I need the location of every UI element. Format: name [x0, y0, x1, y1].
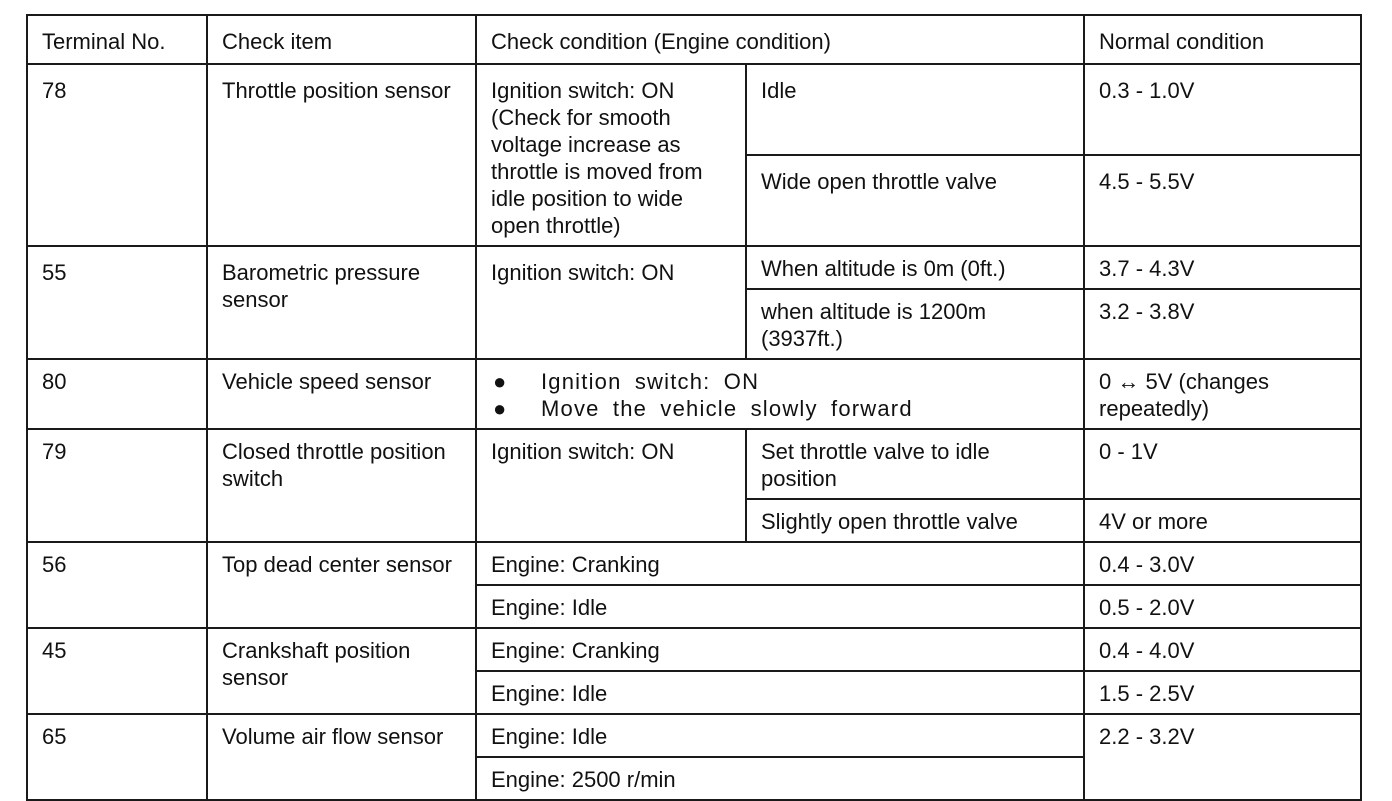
list-item — [491, 395, 1071, 422]
terminal-no: 79 — [27, 429, 207, 542]
header-row — [27, 15, 1361, 64]
normal-value: 3.7 - 4.3V — [1084, 246, 1361, 289]
sub-condition: Idle — [746, 64, 1084, 155]
check-condition: Ignition switch: ON — [476, 429, 746, 542]
sub-condition: When altitude is 0m (0ft.) — [746, 246, 1084, 289]
normal-value: 1.5 - 2.5V — [1084, 671, 1361, 714]
normal-value: 0 - 1V — [1084, 429, 1361, 499]
check-condition: Engine: Cranking — [476, 628, 1084, 671]
header-check-item: Check item — [207, 15, 476, 64]
bullet-icon: ● — [493, 396, 507, 421]
check-condition: Engine: Cranking — [476, 542, 1084, 585]
sub-condition: Set throttle valve to idle position — [746, 429, 1084, 499]
bullet-text: Ignition switch: ON — [541, 369, 760, 394]
condition-bullet-list — [491, 368, 1071, 422]
normal-value: 0.3 - 1.0V — [1084, 64, 1361, 155]
table-row — [27, 429, 1361, 499]
terminal-no: 78 — [27, 64, 207, 246]
normal-value: 0 ↔ 5V (changes repeatedly) — [1084, 359, 1361, 429]
check-item: Closed throttle position switch — [207, 429, 476, 542]
normal-value: 0.4 - 4.0V — [1084, 628, 1361, 671]
terminal-check-table — [26, 14, 1362, 801]
normal-value: 0.5 - 2.0V — [1084, 585, 1361, 628]
header-normal-condition: Normal condition — [1084, 15, 1361, 64]
check-item: Top dead center sensor — [207, 542, 476, 628]
table-row — [27, 542, 1361, 585]
normal-value: 0.4 - 3.0V — [1084, 542, 1361, 585]
check-item: Barometric pressure sensor — [207, 246, 476, 359]
terminal-no: 55 — [27, 246, 207, 359]
table-row — [27, 628, 1361, 671]
check-item: Throttle position sensor — [207, 64, 476, 246]
check-condition: Ignition switch: ON (Check for smooth voltage increase as throttle is moved from idle position to wide open throttle) — [476, 64, 746, 246]
sub-condition: when altitude is 1200m (3937ft.) — [746, 289, 1084, 359]
header-check-condition: Check condition (Engine condition) — [476, 15, 1084, 64]
check-condition: Engine: Idle — [476, 714, 1084, 757]
table-row — [27, 246, 1361, 289]
terminal-no: 65 — [27, 714, 207, 800]
check-condition: Engine: Idle — [476, 585, 1084, 628]
bullet-icon: ● — [493, 369, 507, 394]
sub-condition: Wide open throttle valve — [746, 155, 1084, 246]
terminal-no: 56 — [27, 542, 207, 628]
terminal-no: 80 — [27, 359, 207, 429]
check-item: Volume air flow sensor — [207, 714, 476, 800]
table-row — [27, 64, 1361, 155]
normal-value: 2.2 - 3.2V — [1084, 714, 1361, 800]
bullet-text: Move the vehicle slowly forward — [541, 396, 913, 421]
check-condition: Engine: 2500 r/min — [476, 757, 1084, 800]
check-item: Vehicle speed sensor — [207, 359, 476, 429]
list-item — [491, 368, 1071, 395]
check-condition: Ignition switch: ON — [476, 246, 746, 359]
header-terminal-no: Terminal No. — [27, 15, 207, 64]
table-row — [27, 359, 1361, 429]
normal-value: 4.5 - 5.5V — [1084, 155, 1361, 246]
normal-value: 3.2 - 3.8V — [1084, 289, 1361, 359]
terminal-no: 45 — [27, 628, 207, 714]
table-row — [27, 714, 1361, 757]
normal-value: 4V or more — [1084, 499, 1361, 542]
check-condition: Engine: Idle — [476, 671, 1084, 714]
sub-condition: Slightly open throttle valve — [746, 499, 1084, 542]
check-condition — [476, 359, 1084, 429]
check-item: Crankshaft position sensor — [207, 628, 476, 714]
